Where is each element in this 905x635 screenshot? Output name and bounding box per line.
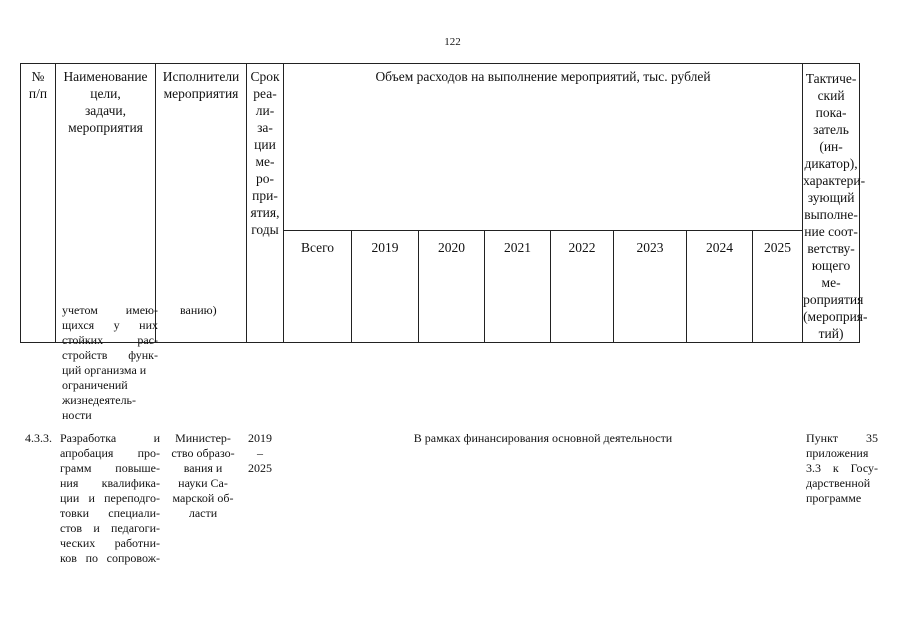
header-executors: Исполнители мероприятия [156,64,247,343]
row-expense-note: В рамках финансирования основной деятельности [413,431,673,445]
header-year: 2024 [687,231,753,343]
row-number: 4.3.3. [25,431,52,445]
row-name: Разработка и апробация про- грамм повыше- ния квалифика- ции и переподго- товки специали- стов и педагоги- ческих работни- ков по сопровож- [60,431,160,565]
table-header [20,63,868,343]
header-year: 2021 [485,231,551,343]
row-indicator: Пункт 35 приложения 3.3 к Госу- дарственной программе [806,431,878,505]
header-year: 2019 [352,231,419,343]
header-year: 2023 [614,231,687,343]
header-term: Срок реа- ли- за- ции ме- ро- при- ятия, годы [247,64,284,343]
header-name: Наименование цели, задачи, мероприятия [56,64,156,343]
page-number: 122 [444,36,461,48]
continuation-executor: ванию) [180,303,217,317]
header-indicator: Тактиче- ский пока- затель (ин- дикатор), характери- зующий выполне- ние соот- ветству- ющего ме- роприятия (мероприя- тий) [803,64,860,343]
header-year: 2025 [753,231,803,343]
continuation-name: учетом имею- щихся у них стойких рас- стройств функ- ций организма и ограничений жизнедеятель- ности [62,303,158,422]
header-year: 2022 [551,231,614,343]
row-executor: Министер- ство образо- вания и науки Са- марской об- ласти [171,431,235,520]
header-year: 2020 [419,231,485,343]
header-expenses: Объем расходов на выполнение мероприятий, тыс. рублей [284,64,803,231]
header-number: № п/п [21,64,56,343]
header-total: Всего [284,231,352,343]
row-term: 2019 – 2025 [248,431,272,475]
